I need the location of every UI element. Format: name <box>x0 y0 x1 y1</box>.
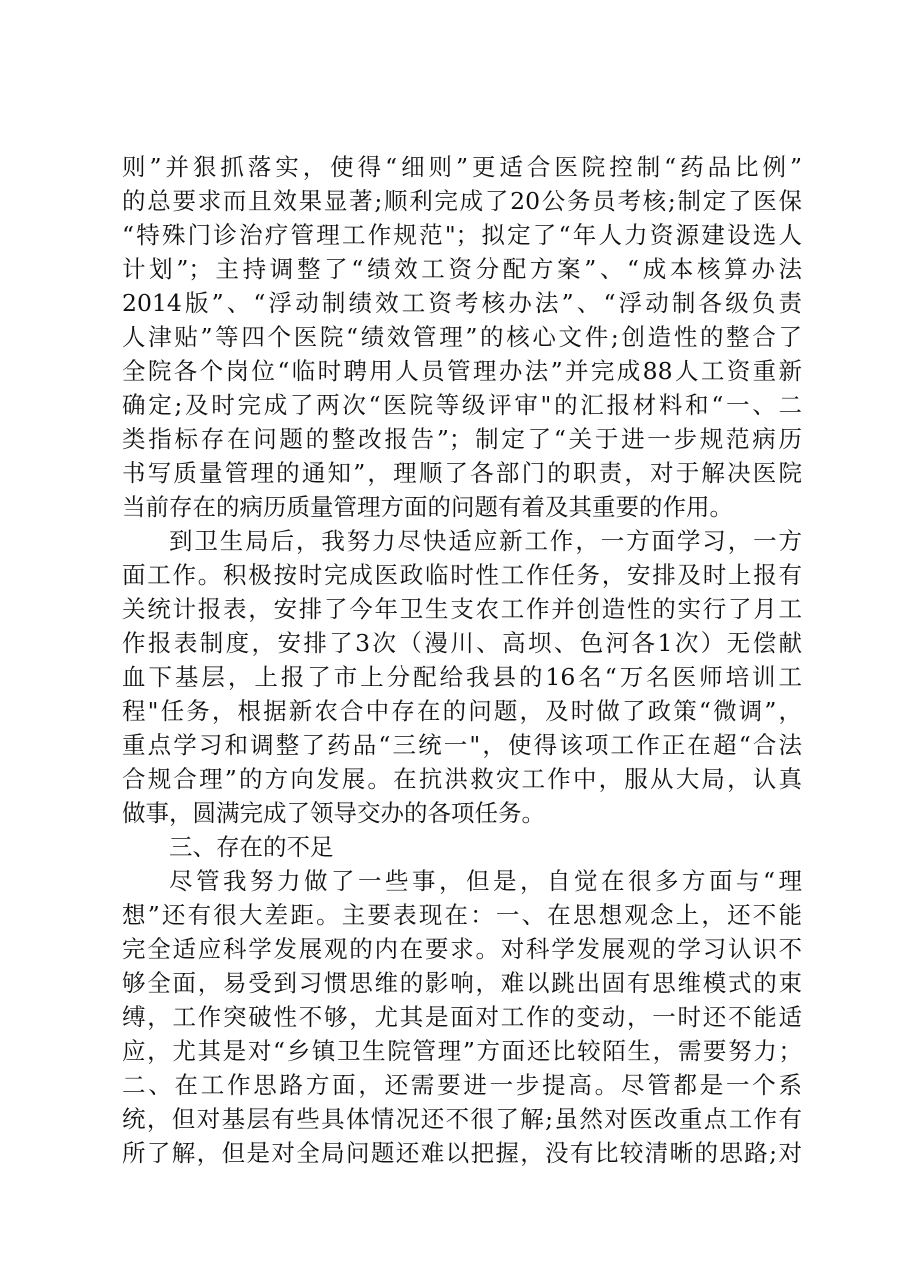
document-body <box>122 150 802 1170</box>
text-line: 所了解，但是对全局问题还难以把握，没有比较清晰的思路;对 <box>122 1139 802 1167</box>
text-line: 作报表制度，安排了3次（漫川、高坝、色河各1次）无偿献 <box>122 629 802 657</box>
text-line: 够全面，易受到习惯思维的影响，难以跳出固有思维模式的束 <box>122 969 802 997</box>
text-line: 统，但对基层有些具体情况还不很了解;虽然对医改重点工作有 <box>122 1105 802 1133</box>
text-line: 2014版”、“浮动制绩效工资考核办法”、“浮动制各级负责 <box>122 289 802 317</box>
text-line: 计划”；主持调整了“绩效工资分配方案”、“成本核算办法 <box>122 255 802 283</box>
text-line: 书写质量管理的通知”，理顺了各部门的职责，对于解决医院 <box>122 459 802 487</box>
text-line: 面工作。积极按时完成医政临时性工作任务，安排及时上报有 <box>122 561 802 589</box>
text-line: 完全适应科学发展观的内在要求。对科学发展观的学习认识不 <box>122 935 802 963</box>
text-line: 缚，工作突破性不够，尤其是面对工作的变动，一时还不能适 <box>122 1003 802 1031</box>
text-line: 尽管我努力做了一些事，但是，自觉在很多方面与“理 <box>169 867 802 895</box>
text-line: 应，尤其是对“乡镇卫生院管理”方面还比较陌生，需要努力； <box>122 1037 802 1065</box>
text-line: 全院各个岗位“临时聘用人员管理办法”并完成88人工资重新 <box>122 357 802 385</box>
text-line: 合规合理”的方向发展。在抗洪救灾工作中，服从大局，认真 <box>122 765 802 793</box>
text-line: “特殊门诊治疗管理工作规范"；拟定了“年人力资源建设选人 <box>122 221 802 249</box>
text-line: 二、在工作思路方面，还需要进一步提高。尽管都是一个系 <box>122 1071 802 1099</box>
text-line: 做事，圆满完成了领导交办的各项任务。 <box>122 799 545 827</box>
text-line: 程"任务，根据新农合中存在的问题，及时做了政策“微调”， <box>122 697 802 725</box>
text-line: 关统计报表，安排了今年卫生支农工作并创造性的实行了月工 <box>122 595 802 623</box>
text-line: 则”并狠抓落实，使得“细则”更适合医院控制“药品比例” <box>122 153 802 181</box>
text-line: 当前存在的病历质量管理方面的问题有着及其重要的作用。 <box>122 493 733 521</box>
text-line: 想”还有很大差距。主要表现在：一、在思想观念上，还不能 <box>122 901 802 929</box>
text-line: 类指标存在问题的整改报告”；制定了“关于进一步规范病历 <box>122 425 802 453</box>
text-line: 人津贴”等四个医院“绩效管理”的核心文件;创造性的整合了 <box>122 323 802 351</box>
text-line: 的总要求而且效果显著;顺利完成了20公务员考核;制定了医保 <box>122 187 802 215</box>
text-line: 到卫生局后，我努力尽快适应新工作，一方面学习，一方 <box>169 527 802 555</box>
text-line: 确定;及时完成了两次“医院等级评审"的汇报材料和“一、二 <box>122 391 802 419</box>
text-line: 三、存在的不足 <box>169 833 334 861</box>
text-line: 血下基层，上报了市上分配给我县的16名“万名医师培训工 <box>122 663 802 691</box>
text-line: 重点学习和调整了药品“三统一"，使得该项工作正在超“合法 <box>122 731 802 759</box>
